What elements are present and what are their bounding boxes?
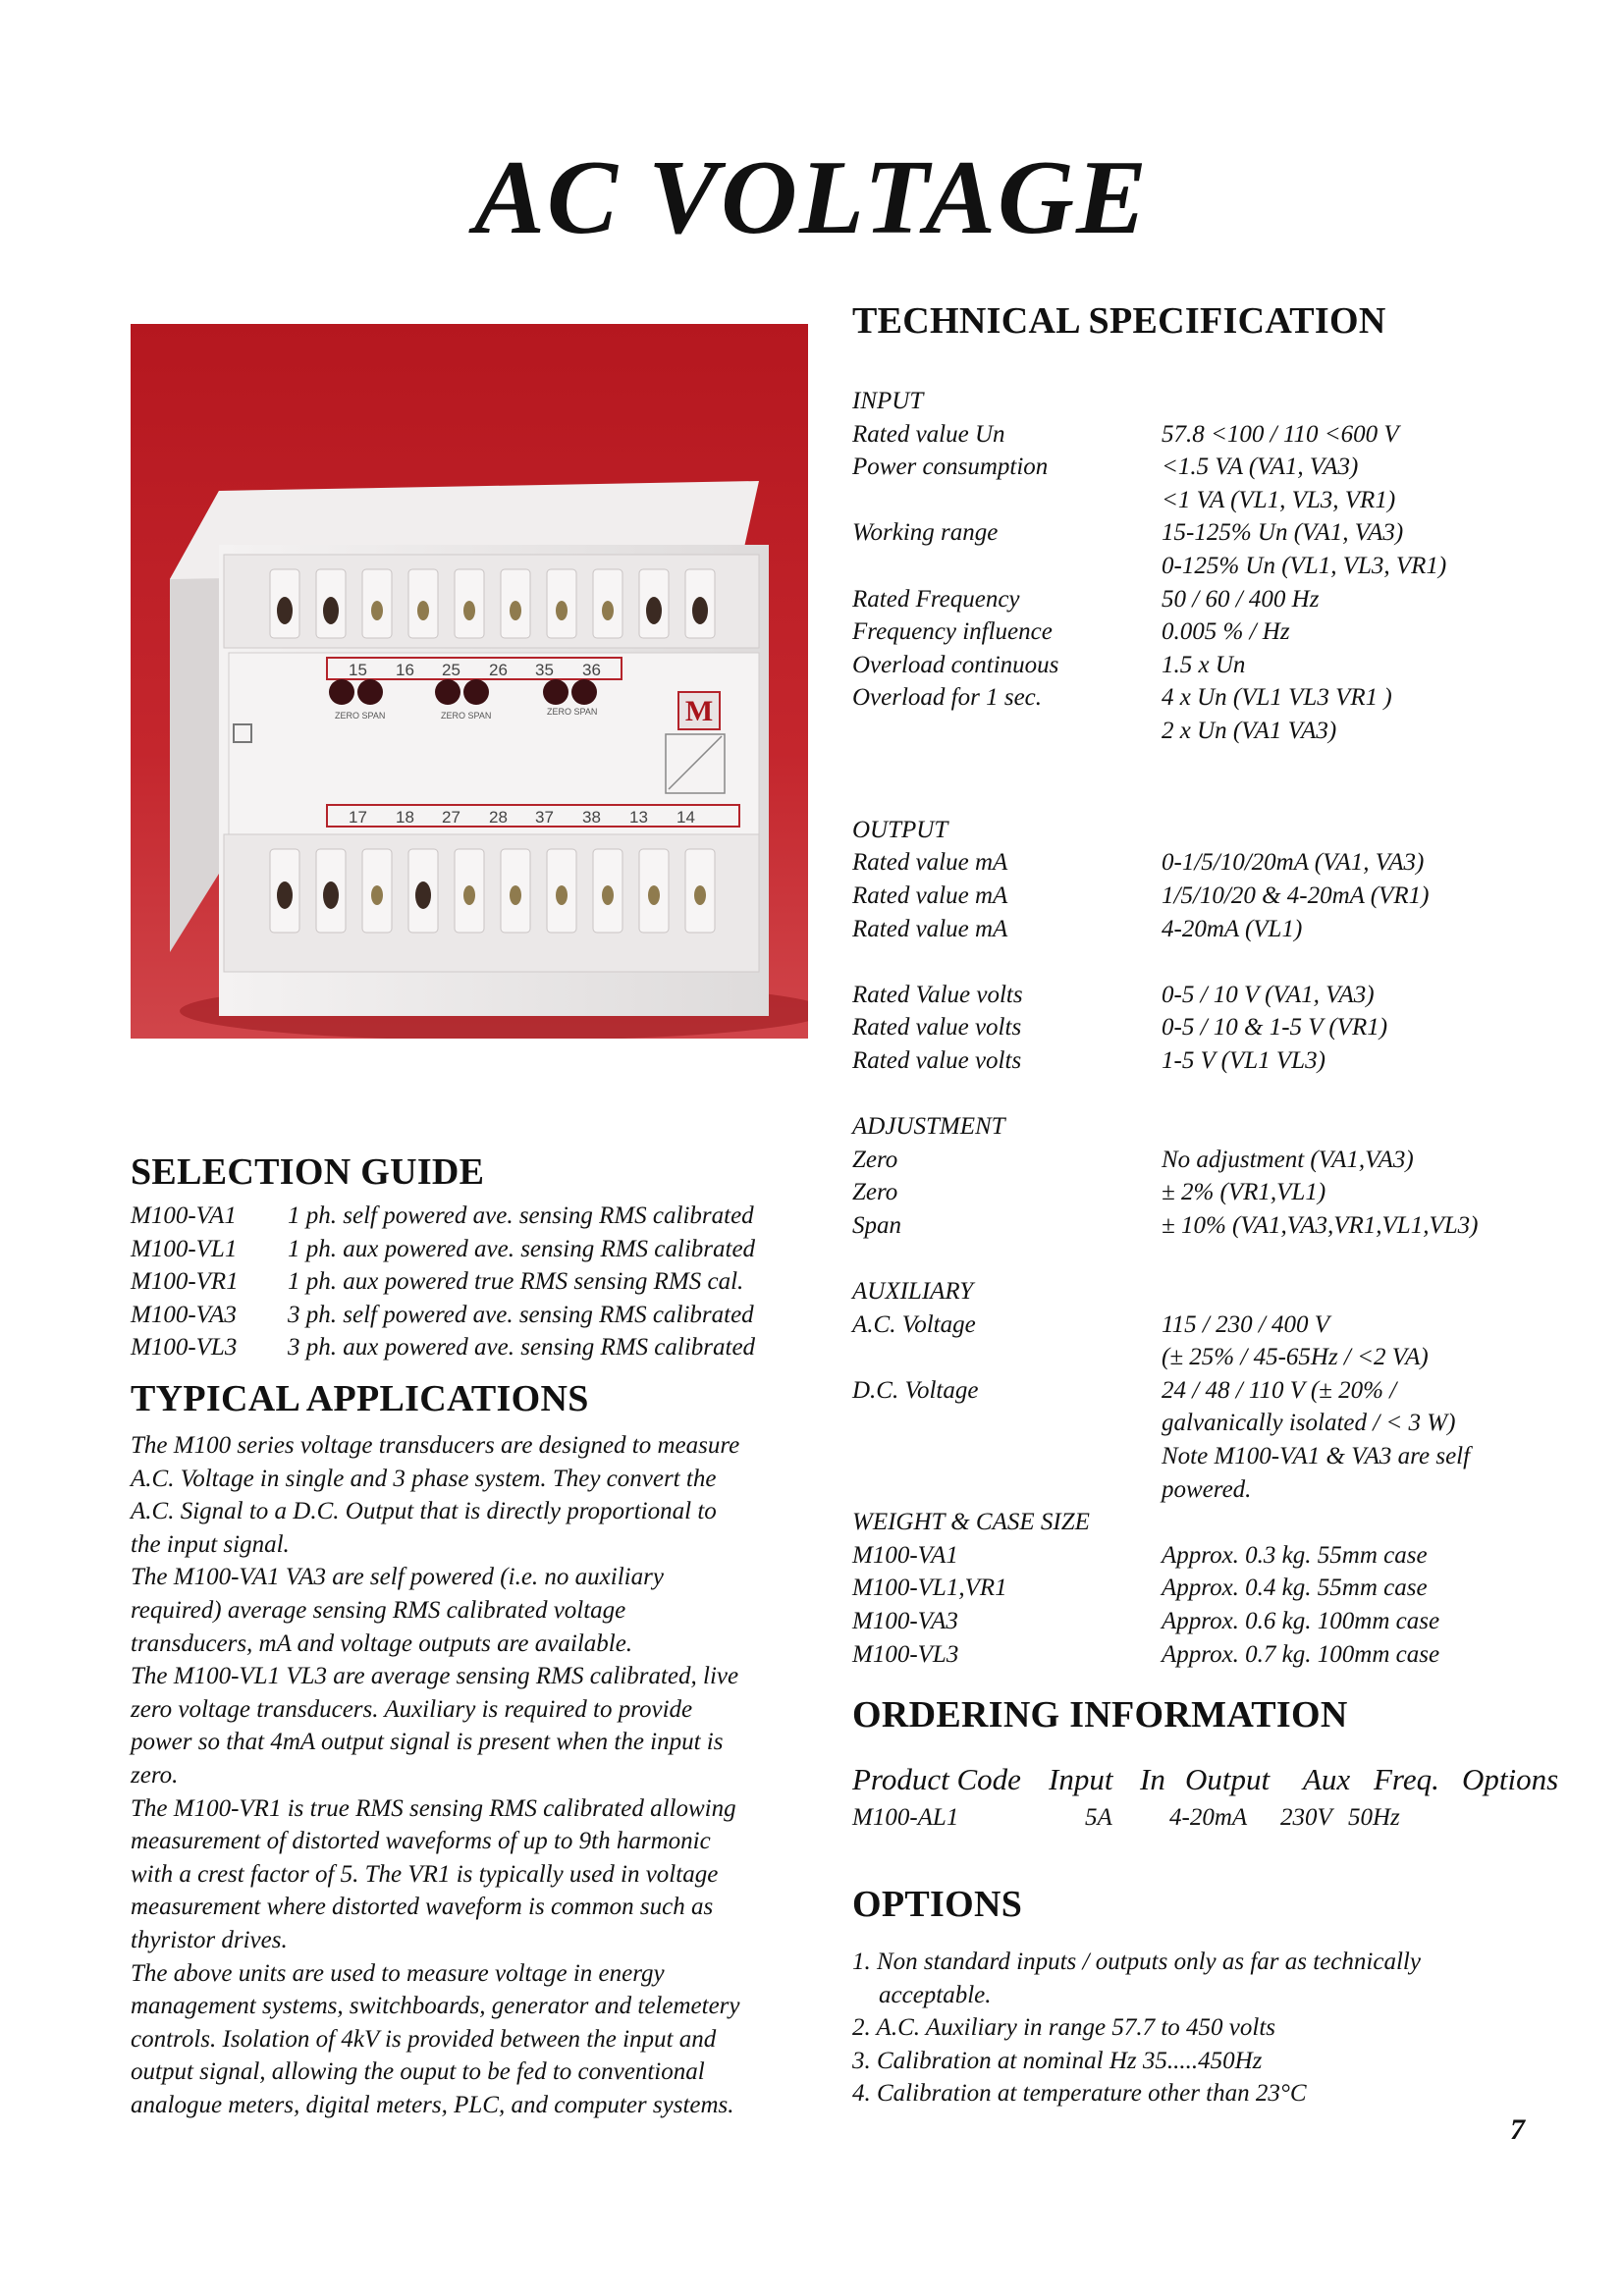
spec-row — [852, 484, 1540, 517]
spec-row — [852, 1440, 1540, 1473]
spec-value: Approx. 0.7 kg. 100mm case — [1162, 1640, 1440, 1668]
spec-label: WEIGHT & CASE SIZE — [852, 1509, 1090, 1536]
body-line: The above units are used to measure voltage in energy — [131, 1959, 665, 1987]
knob-label: ZERO SPAN — [441, 711, 492, 721]
spec-row — [852, 1242, 1540, 1275]
spec-row — [852, 516, 1540, 550]
terminal-label: 13 — [629, 808, 648, 827]
spec-value: Note M100-VA1 & VA3 are self — [1162, 1443, 1471, 1469]
spec-label — [852, 715, 1162, 748]
spec-label: D.C. Voltage — [852, 1376, 979, 1404]
terminal-label: 25 — [442, 661, 460, 679]
spec-row — [852, 913, 1540, 946]
spec-label: Power consumption — [852, 454, 1049, 481]
spec-row — [852, 550, 1540, 583]
model-description: 1 ph. self powered ave. sensing RMS calibrated — [288, 1202, 754, 1229]
body-line: thyristor drives. — [131, 1926, 288, 1953]
model-description: 3 ph. aux powered ave. sensing RMS calibrated — [288, 1334, 756, 1362]
spec-row — [852, 1077, 1540, 1110]
terminal-label: 37 — [535, 808, 554, 827]
spec-value: ± 2% (VR1,VL1) — [1162, 1179, 1326, 1206]
body-line: The M100-VR1 is true RMS sensing RMS calibrated allowing — [131, 1794, 736, 1822]
model-code: M100-VL1 — [131, 1235, 238, 1262]
spec-row — [852, 615, 1540, 649]
spec-value: <1.5 VA (VA1, VA3) — [1162, 454, 1359, 481]
spec-value: Approx. 0.6 kg. 100mm case — [1162, 1607, 1440, 1634]
spec-label: Rated value volts — [852, 1046, 1022, 1074]
ordering-data-row — [852, 1804, 1427, 1832]
body-line: measurement of distorted waveforms of up to 9th harmonic — [131, 1828, 711, 1855]
spec-row — [852, 1506, 1540, 1539]
cell-in: 5A — [1085, 1804, 1112, 1831]
col-input: Input — [1049, 1762, 1113, 1796]
spec-value: 4-20mA (VL1) — [1162, 915, 1303, 942]
model-description: 1 ph. aux powered ave. sensing RMS calibrated — [288, 1235, 756, 1262]
selection-guide-row — [131, 1331, 838, 1364]
spec-label — [852, 945, 1162, 979]
spec-label — [852, 748, 1162, 781]
spec-row — [852, 780, 1540, 814]
spec-label: M100-VL3 — [852, 1640, 959, 1668]
col-freq: Freq. — [1374, 1762, 1439, 1796]
spec-row — [852, 1308, 1540, 1342]
body-line: the input signal. — [131, 1530, 290, 1558]
spec-label: M100-VA1 — [852, 1541, 958, 1569]
option-item: 3. Calibration at nominal Hz 35.....450Hz — [852, 2047, 1263, 2074]
spec-label — [852, 780, 1162, 814]
spec-row — [852, 583, 1540, 616]
cell-product-code: M100-AL1 — [852, 1804, 959, 1831]
body-line: analogue meters, digital meters, PLC, and computer systems. — [131, 2091, 734, 2118]
terminal-label: 15 — [349, 661, 367, 679]
body-line: A.C. Voltage in single and 3 phase system. They convert the — [131, 1465, 717, 1492]
transducer-illustration — [131, 324, 808, 1039]
cell-output: 4-20mA — [1169, 1804, 1248, 1831]
spec-label: Overload for 1 sec. — [852, 684, 1043, 712]
spec-label: Rated value volts — [852, 1014, 1022, 1041]
knob-label: ZERO SPAN — [547, 707, 598, 717]
spec-label: AUXILIARY — [852, 1278, 974, 1306]
body-line: zero. — [131, 1761, 179, 1789]
spec-row — [852, 880, 1540, 913]
spec-value: (± 25% / 45-65Hz / <2 VA) — [1162, 1344, 1429, 1371]
terminal-label: 17 — [349, 808, 367, 827]
product-photo — [131, 324, 808, 1039]
spec-value: 0-125% Un (VL1, VL3, VR1) — [1162, 552, 1447, 579]
spec-row — [852, 846, 1540, 880]
spec-value: 4 x Un (VL1 VL3 VR1 ) — [1162, 684, 1392, 712]
spec-value: 115 / 230 / 400 V — [1162, 1310, 1330, 1338]
typical-applications-body — [131, 1429, 838, 2121]
spec-value: 1.5 x Un — [1162, 651, 1246, 678]
terminal-label: 27 — [442, 808, 460, 827]
spec-label: Frequency influence — [852, 618, 1053, 646]
specification-table — [852, 385, 1540, 1671]
spec-row — [852, 418, 1540, 452]
spec-row — [852, 715, 1540, 748]
spec-value: Approx. 0.4 kg. 55mm case — [1162, 1575, 1428, 1602]
body-line: power so that 4mA output signal is present when the input is — [131, 1729, 724, 1756]
body-line: A.C. Signal to a D.C. Output that is directly proportional to — [131, 1498, 717, 1525]
col-output: Output — [1185, 1762, 1271, 1796]
spec-row — [852, 814, 1540, 847]
ordering-header-row — [852, 1762, 1558, 1797]
spec-row — [852, 1605, 1540, 1638]
typical-applications-heading: TYPICAL APPLICATIONS — [131, 1378, 589, 1419]
selection-guide-row — [131, 1265, 838, 1299]
model-code: M100-VA3 — [131, 1301, 237, 1328]
model-code: M100-VA1 — [131, 1202, 237, 1229]
options-heading: OPTIONS — [852, 1884, 1023, 1925]
spec-label: Zero — [852, 1179, 898, 1206]
body-line: output signal, allowing the ouput to be fed to conventional — [131, 2058, 705, 2086]
spec-value: 15-125% Un (VA1, VA3) — [1162, 519, 1404, 547]
body-line: required) average sensing RMS calibrated voltage — [131, 1596, 626, 1624]
body-line: The M100-VL1 VL3 are average sensing RMS calibrated, live — [131, 1663, 739, 1690]
spec-label: Working range — [852, 519, 999, 547]
spec-row — [852, 1572, 1540, 1605]
spec-label: M100-VL1,VR1 — [852, 1575, 1007, 1602]
selection-guide-heading: SELECTION GUIDE — [131, 1151, 485, 1193]
spec-row — [852, 649, 1540, 682]
spec-value: powered. — [1162, 1475, 1252, 1503]
spec-label: A.C. Voltage — [852, 1310, 976, 1338]
spec-label: Rated value mA — [852, 915, 1008, 942]
terminal-label: 16 — [396, 661, 414, 679]
option-item: 4. Calibration at temperature other than 23°C — [852, 2080, 1307, 2108]
model-code: M100-VR1 — [131, 1268, 239, 1296]
spec-label: M100-VA3 — [852, 1607, 958, 1634]
spec-value: 1/5/10/20 & 4-20mA (VR1) — [1162, 881, 1430, 909]
body-line: zero voltage transducers. Auxiliary is required to provide — [131, 1695, 693, 1723]
spec-value: ± 10% (VA1,VA3,VR1,VL1,VL3) — [1162, 1211, 1479, 1239]
knob-label: ZERO SPAN — [335, 711, 386, 721]
terminal-label: 18 — [396, 808, 414, 827]
spec-row — [852, 1374, 1540, 1408]
spec-row — [852, 1638, 1540, 1672]
body-line: with a crest factor of 5. The VR1 is typically used in voltage — [131, 1860, 719, 1888]
spec-value: 0.005 % / Hz — [1162, 618, 1290, 646]
body-line: management systems, switchboards, generator and telemetery — [131, 1993, 740, 2020]
spec-label: Overload continuous — [852, 651, 1059, 678]
terminal-label: 38 — [582, 808, 601, 827]
model-description: 1 ph. aux powered true RMS sensing RMS cal. — [288, 1268, 744, 1296]
cell-freq: 50Hz — [1348, 1804, 1400, 1831]
spec-row — [852, 1176, 1540, 1209]
col-aux: Aux — [1303, 1762, 1351, 1796]
col-in: In — [1140, 1762, 1165, 1796]
terminal-label: 28 — [489, 808, 508, 827]
spec-label — [852, 1440, 1162, 1473]
spec-row — [852, 1144, 1540, 1177]
spec-row — [852, 1275, 1540, 1308]
spec-value: galvanically isolated / < 3 W) — [1162, 1410, 1456, 1437]
col-options: Options — [1462, 1762, 1559, 1796]
spec-label — [852, 550, 1162, 583]
spec-row — [852, 1473, 1540, 1507]
spec-row — [852, 1209, 1540, 1243]
ordering-information-heading: ORDERING INFORMATION — [852, 1694, 1348, 1735]
terminal-label: 14 — [676, 808, 695, 827]
spec-row — [852, 1011, 1540, 1044]
spec-label: INPUT — [852, 388, 924, 414]
spec-label: OUTPUT — [852, 816, 948, 843]
option-item-continuation: acceptable. — [879, 1981, 992, 2008]
spec-row — [852, 979, 1540, 1012]
spec-row — [852, 681, 1540, 715]
model-code: M100-VL3 — [131, 1334, 238, 1362]
spec-label — [852, 1341, 1162, 1374]
spec-value: 50 / 60 / 400 Hz — [1162, 585, 1320, 613]
selection-guide-row — [131, 1200, 838, 1233]
spec-value: 0-1/5/10/20mA (VA1, VA3) — [1162, 849, 1425, 877]
spec-label: ADJUSTMENT — [852, 1113, 1005, 1141]
spec-value: 0-5 / 10 & 1-5 V (VR1) — [1162, 1014, 1388, 1041]
terminal-label: 35 — [535, 661, 554, 679]
spec-label: Rated Frequency — [852, 585, 1020, 613]
spec-label: Rated Value volts — [852, 981, 1023, 1008]
options-list — [852, 1946, 1559, 2110]
spec-value: 24 / 48 / 110 V (± 20% / — [1162, 1376, 1397, 1404]
spec-label — [852, 1077, 1162, 1110]
model-description: 3 ph. self powered ave. sensing RMS calibrated — [288, 1301, 754, 1328]
spec-label: Rated value Un — [852, 420, 1005, 448]
spec-row — [852, 1539, 1540, 1573]
logo-m: M — [684, 695, 714, 727]
body-line: The M100 series voltage transducers are designed to measure — [131, 1432, 740, 1459]
selection-guide-row — [131, 1299, 838, 1332]
spec-value: <1 VA (VL1, VL3, VR1) — [1162, 486, 1396, 513]
option-item: 2. A.C. Auxiliary in range 57.7 to 450 volts — [852, 2014, 1276, 2042]
spec-row — [852, 1407, 1540, 1440]
body-line: measurement where distorted waveform is common such as — [131, 1894, 714, 1921]
spec-label: Rated value mA — [852, 849, 1008, 877]
option-item: 1. Non standard inputs / outputs only as far as technically — [852, 1949, 1421, 1975]
spec-label — [852, 1407, 1162, 1440]
spec-row — [852, 451, 1540, 484]
spec-row — [852, 385, 1540, 418]
body-line: The M100-VA1 VA3 are self powered (i.e. no auxiliary — [131, 1564, 664, 1591]
spec-value: 0-5 / 10 V (VA1, VA3) — [1162, 981, 1375, 1008]
col-product-code: Product Code — [852, 1762, 1021, 1796]
terminal-label: 26 — [489, 661, 508, 679]
terminal-label: 36 — [582, 661, 601, 679]
spec-value: 2 x Un (VA1 VA3) — [1162, 717, 1337, 744]
spec-value: Approx. 0.3 kg. 55mm case — [1162, 1541, 1428, 1569]
spec-row — [852, 748, 1540, 781]
spec-label: Span — [852, 1211, 901, 1239]
page-number: 7 — [1510, 2113, 1525, 2146]
spec-label — [852, 1473, 1162, 1507]
spec-row — [852, 1341, 1540, 1374]
page-title: AC VOLTAGE — [473, 139, 1150, 256]
spec-value: No adjustment (VA1,VA3) — [1162, 1146, 1414, 1173]
body-line: controls. Isolation of 4kV is provided between the input and — [131, 2025, 717, 2053]
spec-row — [852, 945, 1540, 979]
spec-label: Zero — [852, 1146, 898, 1173]
spec-row — [852, 1110, 1540, 1144]
spec-label — [852, 484, 1162, 517]
selection-guide-row — [131, 1233, 838, 1266]
spec-label: Rated value mA — [852, 881, 1008, 909]
spec-value: 1-5 V (VL1 VL3) — [1162, 1046, 1325, 1074]
spec-label — [852, 1242, 1162, 1275]
body-line: transducers, mA and voltage outputs are available. — [131, 1629, 633, 1657]
spec-row — [852, 1044, 1540, 1078]
selection-guide-list — [131, 1200, 838, 1364]
spec-value: 57.8 <100 / 110 <600 V — [1162, 420, 1399, 448]
cell-aux: 230V — [1280, 1804, 1332, 1831]
technical-specification-heading: TECHNICAL SPECIFICATION — [852, 300, 1386, 342]
